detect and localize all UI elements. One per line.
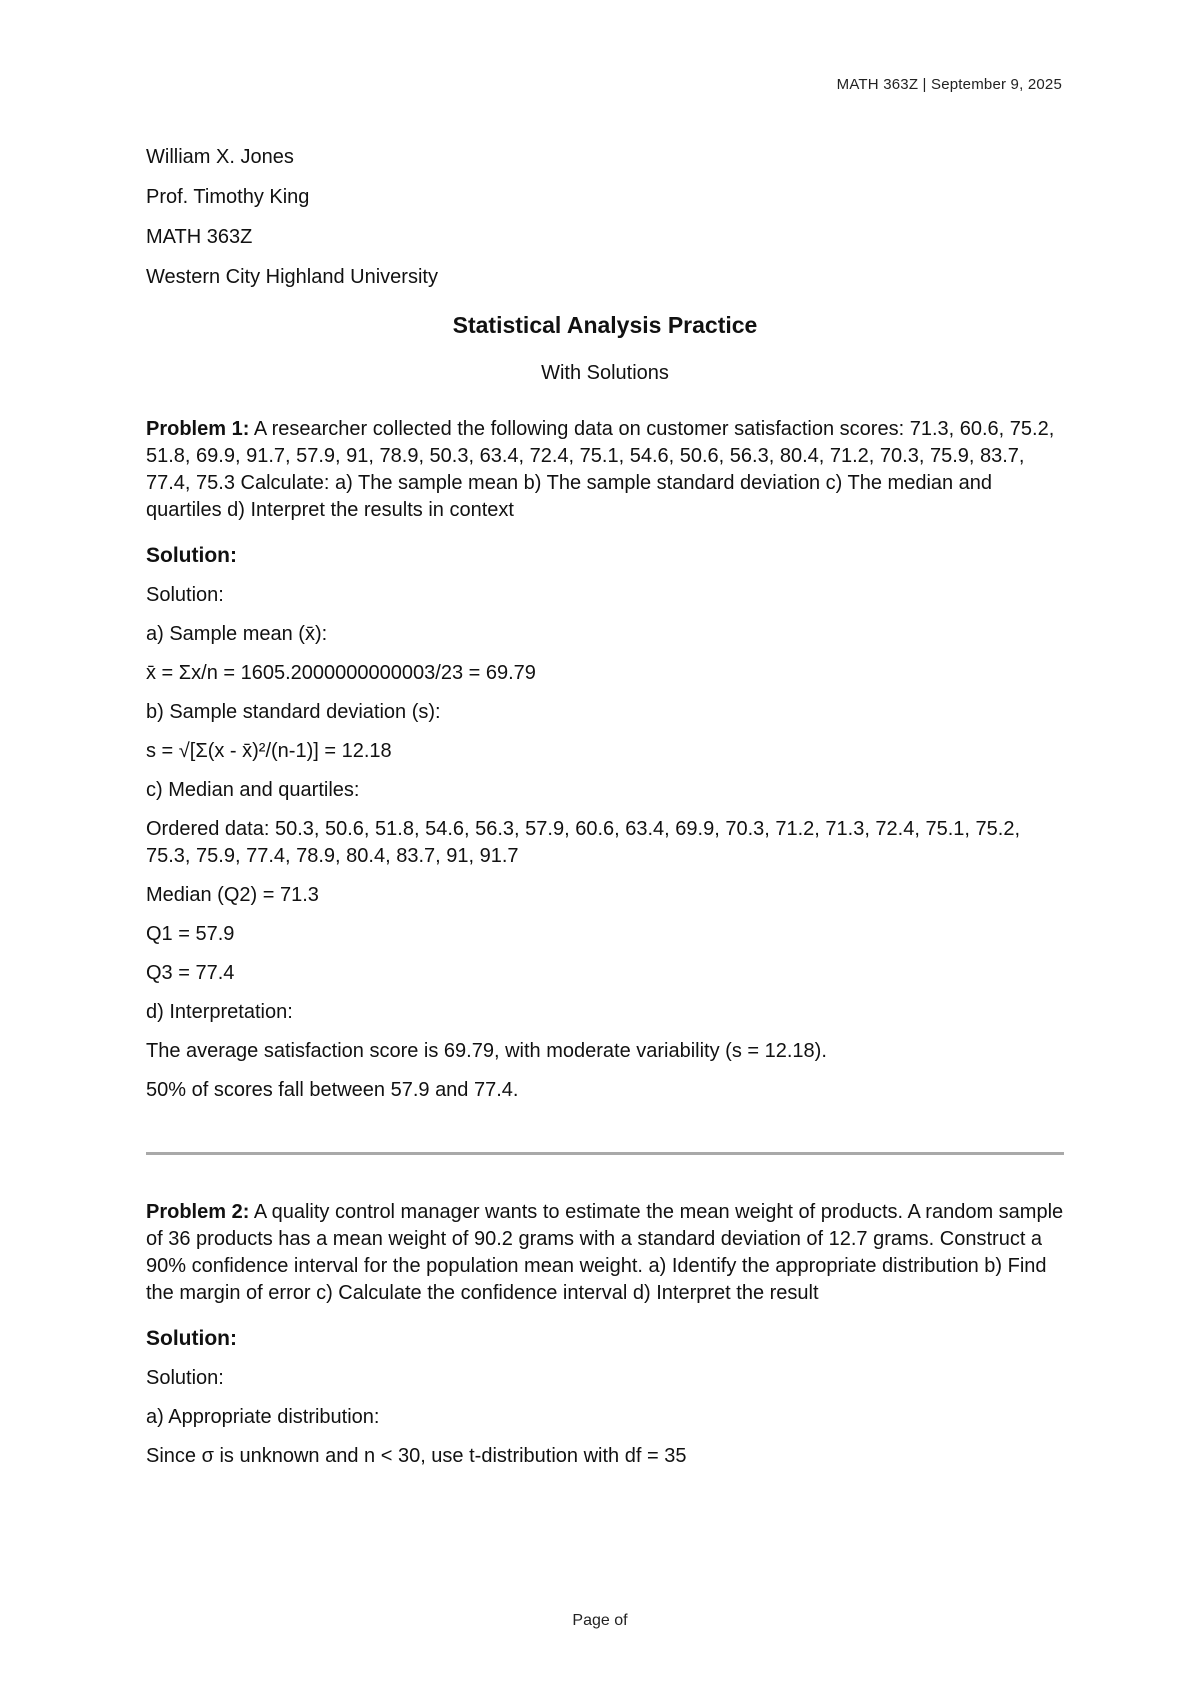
problem-2-solution-heading: Solution: (146, 1327, 237, 1350)
author-block (146, 144, 1064, 290)
student-name: William X. Jones (146, 146, 294, 168)
problem-2-statement (146, 1199, 1064, 1307)
solution-line: s = √[Σ(x - x̄)²/(n-1)] = 12.18 (146, 740, 392, 762)
solution-line: a) Appropriate distribution: (146, 1406, 380, 1428)
solution-line: Since σ is unknown and n < 30, use t-distribution with df = 35 (146, 1445, 687, 1467)
problem-2-solution (146, 1365, 1064, 1470)
problem-1-solution-heading: Solution: (146, 544, 237, 567)
solution-line: Solution: (146, 1367, 224, 1389)
solution-line: The average satisfaction score is 69.79, with moderate variability (s = 12.18). (146, 1040, 827, 1062)
document-body (146, 144, 1064, 1482)
problem-1-statement (146, 416, 1064, 524)
professor-name: Prof. Timothy King (146, 186, 310, 208)
running-header: MATH 363Z | September 9, 2025 (836, 76, 1062, 93)
solution-line: Solution: (146, 584, 224, 606)
solution-line: a) Sample mean (x̄): (146, 623, 328, 645)
document-title: Statistical Analysis Practice (452, 312, 758, 338)
problem-1-label: Problem 1: (146, 418, 250, 440)
solution-line: Median (Q2) = 71.3 (146, 884, 319, 906)
solution-line: Ordered data: 50.3, 50.6, 51.8, 54.6, 56.3, 57.9, 60.6, 63.4, 69.9, 70.3, 71.2, 71.3, 72.4, 75.1, 75.2, 75.3, 75.9, 77.4, 78.9, 80.4, 83.7, 91, 91.7 (146, 818, 1020, 867)
course-code: MATH 363Z (146, 226, 253, 248)
solution-line: 50% of scores fall between 57.9 and 77.4. (146, 1079, 519, 1101)
problem-2-text: A quality control manager wants to estimate the mean weight of products. A random sample of 36 products has a mean weight of 90.2 grams with a standard deviation of 12.7 grams. Construct a 90% confidence interval for the population mean weight. a) Identify the appropriate distribution b) Find the margin of error c) Calculate the confidence interval d) Interpret the result (146, 1201, 1064, 1304)
solution-line: Q1 = 57.9 (146, 923, 235, 945)
solution-line: b) Sample standard deviation (s): (146, 701, 441, 723)
page-footer: Page of (572, 1612, 628, 1629)
document-subtitle: With Solutions (541, 362, 669, 384)
problem-1-solution (146, 582, 1064, 1104)
solution-line: Q3 = 77.4 (146, 962, 235, 984)
solution-line: d) Interpretation: (146, 1001, 293, 1023)
solution-line: c) Median and quartiles: (146, 779, 360, 801)
problem-2-label: Problem 2: (146, 1201, 250, 1223)
problem-1-text: A researcher collected the following data on customer satisfaction scores: 71.3, 60.6, 75.2, 51.8, 69.9, 91.7, 57.9, 91, 78.9, 50.3, 63.4, 72.4, 75.1, 54.6, 50.6, 56.3, 80.4, 71.2, 70.3, 75.9, 83.7, 77.4, 75.3 Calculate: a) The sample mean b) The sample standard deviation c) The median and quartiles d) Interpret the results in context (146, 418, 1055, 521)
university-name: Western City Highland University (146, 266, 438, 288)
section-divider (146, 1152, 1064, 1155)
solution-line: x̄ = Σx/n = 1605.2000000000003/23 = 69.79 (146, 662, 536, 684)
